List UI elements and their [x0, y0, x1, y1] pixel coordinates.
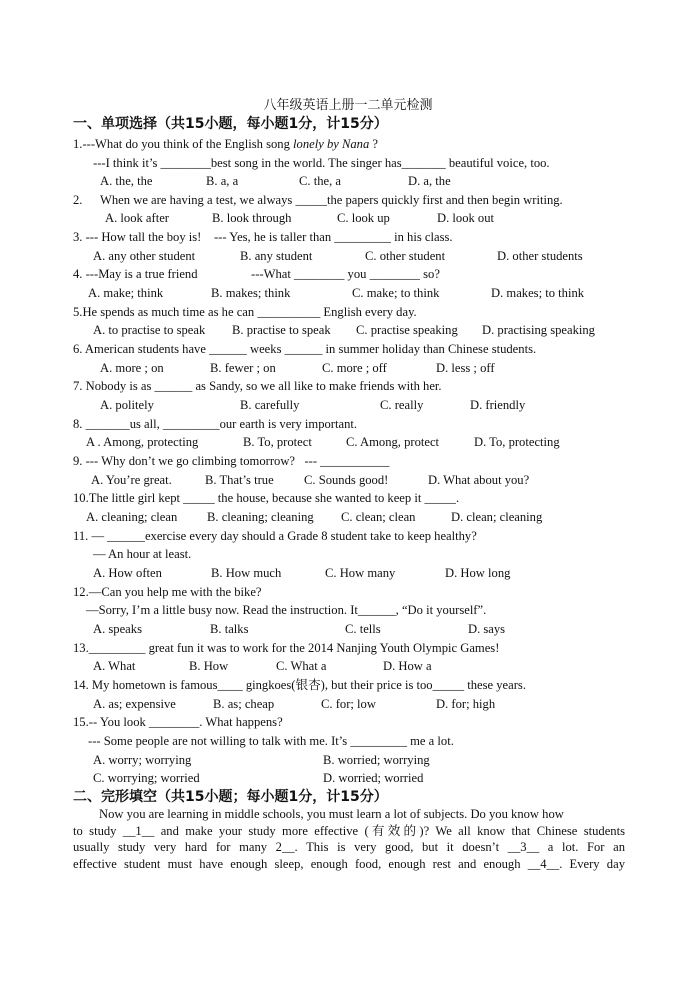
- question-9-option-d[interactable]: D. What about you?: [428, 473, 530, 487]
- question-6-option-c[interactable]: C. more ; off: [322, 361, 387, 375]
- question-14-stem: 14. My hometown is famous____ gingkoes(银杏), but their price is too_____ these years.: [73, 678, 526, 692]
- question-14-option-b[interactable]: B. as; cheap: [213, 697, 275, 711]
- question-5-option-c[interactable]: C. practise speaking: [356, 323, 458, 337]
- question-3-option-a[interactable]: A. any other student: [93, 249, 196, 263]
- question-11-option-d[interactable]: D. How long: [445, 566, 511, 580]
- question-8-option-c[interactable]: C. Among, protect: [346, 435, 440, 449]
- question-1-stem: 1.---What do you think of the English song lonely by Nana ?: [73, 137, 379, 151]
- cloze-line-1: Now you are learning in middle schools, you must learn a lot of subjects. Do you know how: [99, 807, 564, 821]
- question-4-option-c[interactable]: C. make; to think: [352, 286, 440, 300]
- question-2-option-b[interactable]: B. look through: [212, 211, 292, 225]
- question-1-option-d[interactable]: D. a, the: [408, 174, 451, 188]
- question-4-option-b[interactable]: B. makes; think: [211, 286, 291, 300]
- question-15-stem-line2: --- Some people are not willing to talk with me. It’s _________ me a lot.: [88, 734, 454, 748]
- question-8-stem: 8. _______us all, _________our earth is very important.: [73, 417, 358, 431]
- question-8-option-d[interactable]: D. To, protecting: [474, 435, 560, 449]
- page-title: 八年级英语上册一二单元检测: [263, 97, 433, 112]
- question-3-option-c[interactable]: C. other student: [365, 249, 446, 263]
- question-5-stem: 5.He spends as much time as he can __________ English every day.: [73, 305, 417, 319]
- question-9-option-c[interactable]: C. Sounds good!: [304, 473, 389, 487]
- question-1-option-a[interactable]: A. the, the: [100, 174, 153, 188]
- cloze-line-4: effective student must have enough sleep, enough food, enough rest and enough __4__. Every day: [73, 856, 625, 871]
- question-11-option-b[interactable]: B. How much: [211, 566, 282, 580]
- cloze-line-2: to study __1__ and make your study more effective (有效的)? We all know that Chinese students: [73, 823, 625, 838]
- question-10-option-b[interactable]: B. cleaning; cleaning: [207, 510, 314, 524]
- question-2-option-d[interactable]: D. look out: [437, 211, 495, 225]
- question-2-stem: When we are having a test, we always _____the papers quickly first and then begin writing.: [100, 193, 563, 207]
- question-12-stem-line2: —Sorry, I’m a little busy now. Read the instruction. It______, “Do it yourself”.: [86, 603, 487, 617]
- question-10-stem: 10.The little girl kept _____ the house, because she wanted to keep it _____.: [73, 491, 460, 505]
- question-6-option-b[interactable]: B. fewer ; on: [210, 361, 276, 375]
- question-11-option-a[interactable]: A. How often: [93, 566, 162, 580]
- question-13-option-c[interactable]: C. What a: [276, 659, 327, 673]
- question-7-option-c[interactable]: C. really: [380, 398, 424, 412]
- question-15-option-c[interactable]: C. worrying; worried: [93, 771, 200, 785]
- question-9-stem: 9. --- Why don’t we go climbing tomorrow? --- ___________: [73, 454, 390, 468]
- question-14-option-a[interactable]: A. as; expensive: [93, 697, 176, 711]
- question-13-option-b[interactable]: B. How: [189, 659, 229, 673]
- question-1-option-c[interactable]: C. the, a: [299, 174, 341, 188]
- question-6-stem: 6. American students have ______ weeks ______ in summer holiday than Chinese students.: [73, 342, 537, 356]
- question-8-option-b[interactable]: B. To, protect: [243, 435, 312, 449]
- question-11-option-c[interactable]: C. How many: [325, 566, 396, 580]
- question-12-option-b[interactable]: B. talks: [210, 622, 249, 636]
- section-heading-single-choice: 一、单项选择（共15小题，每小题1分，计15分）: [73, 116, 388, 132]
- question-15-stem: 15.-- You look ________. What happens?: [73, 715, 283, 729]
- cloze-line-3: usually study very hard for many 2__. This is very good, but it doesn’t __3__ a lot. For an: [73, 840, 625, 854]
- question-7-stem: 7. Nobody is as ______ as Sandy, so we all like to make friends with her.: [73, 379, 442, 393]
- question-7-option-a[interactable]: A. politely: [100, 398, 154, 412]
- question-7-option-b[interactable]: B. carefully: [240, 398, 300, 412]
- question-5-option-d[interactable]: D. practising speaking: [482, 323, 595, 337]
- question-10-option-a[interactable]: A. cleaning; clean: [86, 510, 178, 524]
- question-4-option-d[interactable]: D. makes; to think: [491, 286, 585, 300]
- question-14-option-c[interactable]: C. for; low: [321, 697, 376, 711]
- question-9-option-a[interactable]: A. You’re great.: [91, 473, 172, 487]
- question-4-stem: 4. ---May is a true friend ---What ________ you ________ so?: [73, 267, 440, 281]
- question-2-number: 2.: [73, 193, 83, 207]
- question-6-option-d[interactable]: D. less ; off: [436, 361, 495, 375]
- question-12-stem: 12.—Can you help me with the bike?: [73, 585, 262, 599]
- question-10-option-d[interactable]: D. clean; cleaning: [451, 510, 543, 524]
- question-13-option-d[interactable]: D. How a: [383, 659, 432, 673]
- question-3-stem: 3. --- How tall the boy is! --- Yes, he is taller than _________ in his class.: [73, 230, 453, 244]
- section-heading-cloze: 二、完形填空（共15小题；每小题1分，计15分）: [73, 789, 388, 805]
- question-13-stem: 13._________ great fun it was to work for the 2014 Nanjing Youth Olympic Games!: [73, 641, 500, 655]
- question-9-option-b[interactable]: B. That’s true: [205, 473, 274, 487]
- question-5-option-b[interactable]: B. practise to speak: [232, 323, 331, 337]
- question-5-option-a[interactable]: A. to practise to speak: [93, 323, 206, 337]
- question-2-option-c[interactable]: C. look up: [337, 211, 390, 225]
- question-13-option-a[interactable]: A. What: [93, 659, 136, 673]
- question-15-option-d[interactable]: D. worried; worried: [323, 771, 424, 785]
- question-15-option-b[interactable]: B. worried; worrying: [323, 753, 430, 767]
- question-3-option-b[interactable]: B. any student: [240, 249, 313, 263]
- question-8-option-a[interactable]: A . Among, protecting: [86, 435, 199, 449]
- question-11-stem: 11. — ______exercise every day should a Grade 8 student take to keep healthy?: [73, 529, 477, 543]
- question-10-option-c[interactable]: C. clean; clean: [341, 510, 416, 524]
- question-12-option-d[interactable]: D. says: [468, 622, 506, 636]
- question-12-option-c[interactable]: C. tells: [345, 622, 381, 636]
- question-15-option-a[interactable]: A. worry; worrying: [93, 753, 192, 767]
- question-7-option-d[interactable]: D. friendly: [470, 398, 526, 412]
- question-3-option-d[interactable]: D. other students: [497, 249, 583, 263]
- question-2-option-a[interactable]: A. look after: [105, 211, 169, 225]
- cloze-passage: [73, 806, 625, 872]
- question-1-option-b[interactable]: B. a, a: [206, 174, 239, 188]
- question-12-option-a[interactable]: A. speaks: [93, 622, 142, 636]
- question-4-option-a[interactable]: A. make; think: [88, 286, 164, 300]
- question-1-stem-line2: ---I think it’s ________best song in the world. The singer has_______ beautiful voice, too.: [93, 156, 550, 170]
- question-11-stem-line2: — An hour at least.: [93, 547, 192, 561]
- question-6-option-a[interactable]: A. more ; on: [100, 361, 164, 375]
- question-14-option-d[interactable]: D. for; high: [436, 697, 496, 711]
